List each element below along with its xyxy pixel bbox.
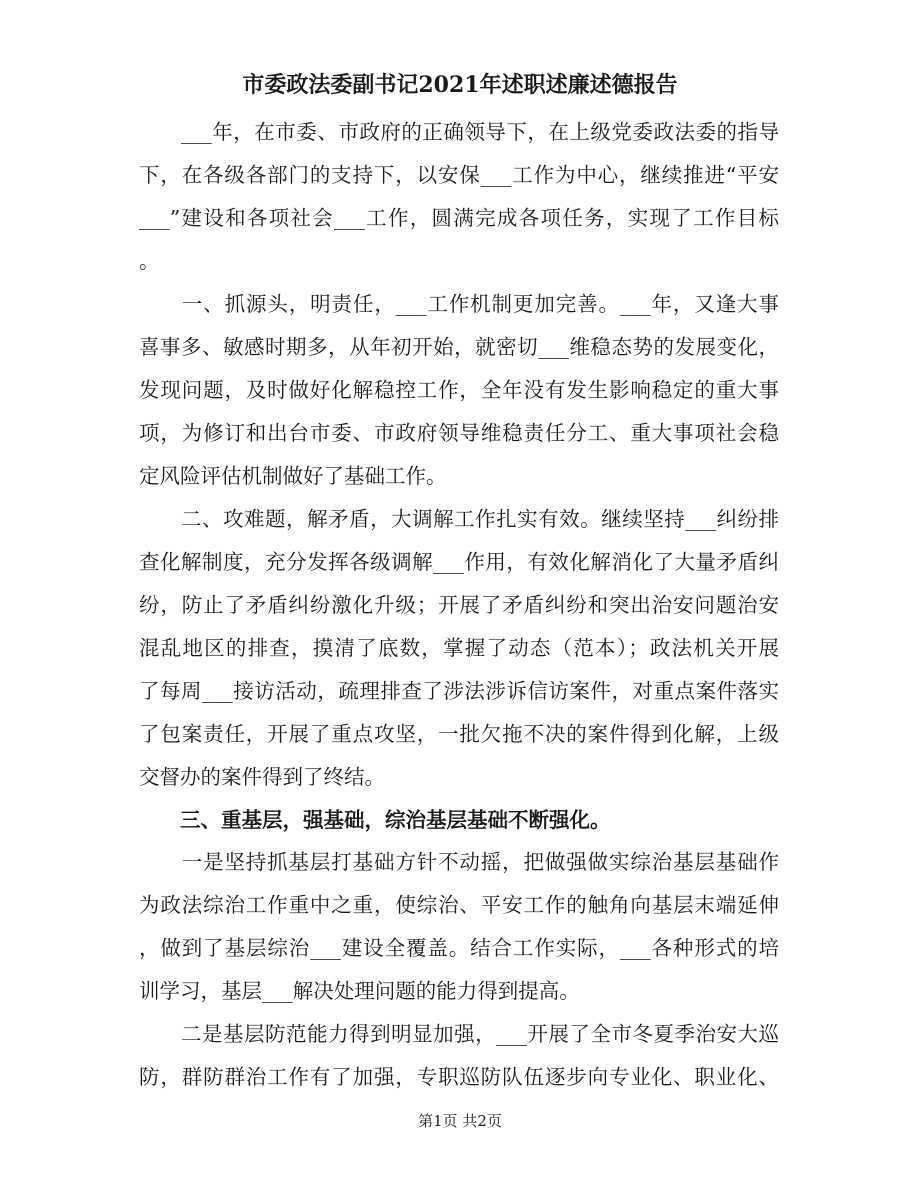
body-line: 了包案责任，开展了重点攻坚，一批欠拖不决的案件得到化解，上级: [139, 722, 779, 746]
page-footer: 第1页 共2页: [418, 1112, 502, 1130]
body-line: ___”建设和各项社会___工作，圆满完成各项任务，实现了工作目标: [139, 206, 779, 230]
body-line: 喜事多、敏感时期多，从年初开始，就密切___维稳态势的发展变化，: [139, 335, 779, 359]
document-title: 市委政法委副书记2021年述职述廉述德报告: [242, 72, 678, 98]
body-line: 混乱地区的排查，摸清了底数，掌握了动态（范本）；政法机关开展: [139, 636, 779, 660]
body-line: 定风险评估机制做好了基础工作。: [139, 464, 447, 488]
body-line: 一、抓源头，明责任，___工作机制更加完善。___年，又逢大事: [139, 292, 779, 316]
body-line: 二、攻难题，解矛盾，大调解工作扎实有效。继续坚持___纠纷排: [139, 507, 779, 531]
section-heading: 三、重基层，强基础，综治基层基础不断强化。: [139, 808, 611, 832]
body-line: 二是基层防范能力得到明显加强，___开展了全市冬夏季治安大巡: [139, 1022, 779, 1046]
body-line: 防，群防群治工作有了加强，专职巡防队伍逐步向专业化、职业化、: [139, 1065, 779, 1089]
body-line: 下，在各级各部门的支持下，以安保___工作为中心，继续推进“平安: [139, 163, 779, 187]
body-line: 交督办的案件得到了终结。: [139, 765, 385, 789]
body-line: 项，为修订和出台市委、市政府领导维稳责任分工、重大事项社会稳: [139, 421, 779, 445]
body-line: 。: [139, 249, 160, 273]
body-line: 发现问题，及时做好化解稳控工作，全年没有发生影响稳定的重大事: [139, 378, 779, 402]
body-line: ___年，在市委、市政府的正确领导下，在上级党委政法委的指导: [139, 120, 779, 144]
body-line: ，做到了基层综治___建设全覆盖。结合工作实际，___各种形式的培: [139, 936, 779, 960]
body-line: 查化解制度，充分发挥各级调解___作用，有效化解消化了大量矛盾纠: [139, 550, 779, 574]
body-line: 为政法综治工作重中之重，使综治、平安工作的触角向基层末端延伸: [139, 893, 779, 917]
body-line: 训学习，基层___解决处理问题的能力得到提高。: [139, 979, 580, 1003]
body-line: 一是坚持抓基层打基础方针不动摇，把做强做实综治基层基础作: [139, 850, 779, 874]
body-line: 了每周___接访活动，疏理排查了涉法涉诉信访案件，对重点案件落实: [139, 679, 779, 703]
body-line: 纷，防止了矛盾纠纷激化升级；开展了矛盾纠纷和突出治安问题治安: [139, 593, 779, 617]
